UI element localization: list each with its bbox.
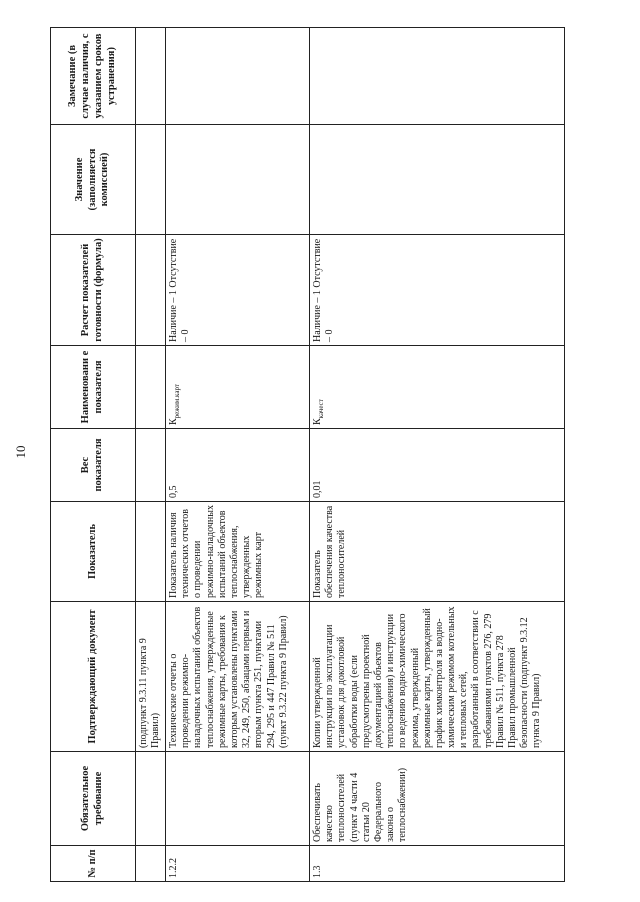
cell-weight: 0,5 bbox=[166, 429, 310, 502]
cell-indicator: Показатель обеспечения качества теплоносителей bbox=[310, 502, 565, 602]
readiness-indicators-table bbox=[50, 27, 565, 882]
header-formula: Расчет показателей готовности (формула) bbox=[51, 235, 136, 346]
header-value: Значение (заполняется комиссией) bbox=[51, 125, 136, 235]
rotated-table-container bbox=[50, 28, 563, 882]
header-row bbox=[51, 28, 136, 882]
cell-requirement bbox=[136, 752, 166, 846]
header-indicator: Показатель bbox=[51, 502, 136, 602]
name-main: К bbox=[312, 418, 323, 425]
header-remark: Замечание (в случае наличия, с указанием сроков устранения) bbox=[51, 28, 136, 125]
cell-name bbox=[166, 346, 310, 429]
cell-requirement: Обеспечивать качество теплоносителей (пункт 4 части 4 статьи 20 Федерального закона о теплоснабжении) bbox=[310, 752, 565, 846]
name-sub: режим.карт bbox=[173, 384, 181, 419]
cell-document: Технические отчеты о проведении режимно-наладочных испытаний объектов теплоснабжения, утвержденные режимные карты, требования к которым установлены пунктами 32, 249, 250, абзацами первым и вторым пункта 251, пунктами 294, 295 и 447 Правил № 511 (пункт 9.3.22 пункта 9 Правил) bbox=[166, 602, 310, 752]
cell-name bbox=[136, 346, 166, 429]
cell-weight: 0,01 bbox=[310, 429, 565, 502]
cell-document: (подпункт 9.3.11 пункта 9 Правил) bbox=[136, 602, 166, 752]
cell-weight bbox=[136, 429, 166, 502]
cell-requirement bbox=[166, 752, 310, 846]
page-number: 10 bbox=[13, 445, 28, 459]
cell-num: 1.3 bbox=[310, 846, 565, 882]
cell-remark bbox=[136, 28, 166, 125]
table-row bbox=[166, 28, 310, 882]
cell-formula: Наличие – 1 Отсутствие – 0 bbox=[166, 235, 310, 346]
header-document: Подтверждающий документ bbox=[51, 602, 136, 752]
cell-value bbox=[166, 125, 310, 235]
cell-indicator bbox=[136, 502, 166, 602]
header-requirement: Обязательное требование bbox=[51, 752, 136, 846]
cell-value bbox=[310, 125, 565, 235]
header-num: № п/п bbox=[51, 846, 136, 882]
cell-num: 1.2.2 bbox=[166, 846, 310, 882]
cell-remark bbox=[166, 28, 310, 125]
cell-value bbox=[136, 125, 166, 235]
header-name: Наименовани е показателя bbox=[51, 346, 136, 429]
cell-name bbox=[310, 346, 565, 429]
cell-document: Копии утвержденной инструкции по эксплуатации установок для докотловой обработки воды (если предусмотрены проектной документацией объектов теплоснабжения) и инструкции по ведению водно-химического режима, утвержденный режимные карты, утвержденный график химконтроля за водно-химическим режимом котельных и тепловых сетей, разработанный в соответствии с требованиями пунктов 276, 279 Правил № 511, пункта 278 Правил промышленной безопасности (подпункт 9.3.12 пункта 9 Правил) bbox=[310, 602, 565, 752]
name-main: К bbox=[168, 418, 179, 425]
cell-remark bbox=[310, 28, 565, 125]
table-row bbox=[310, 28, 565, 882]
cell-num bbox=[136, 846, 166, 882]
name-sub: качест bbox=[317, 399, 325, 419]
table-row bbox=[136, 28, 166, 882]
cell-formula bbox=[136, 235, 166, 346]
cell-indicator: Показатель наличия технических отчетов о проведении режимно-наладочных испытаний объектов теплоснабжения, утвержденных режимных карт bbox=[166, 502, 310, 602]
header-weight: Вес показателя bbox=[51, 429, 136, 502]
cell-formula: Наличие – 1 Отсутствие – 0 bbox=[310, 235, 565, 346]
